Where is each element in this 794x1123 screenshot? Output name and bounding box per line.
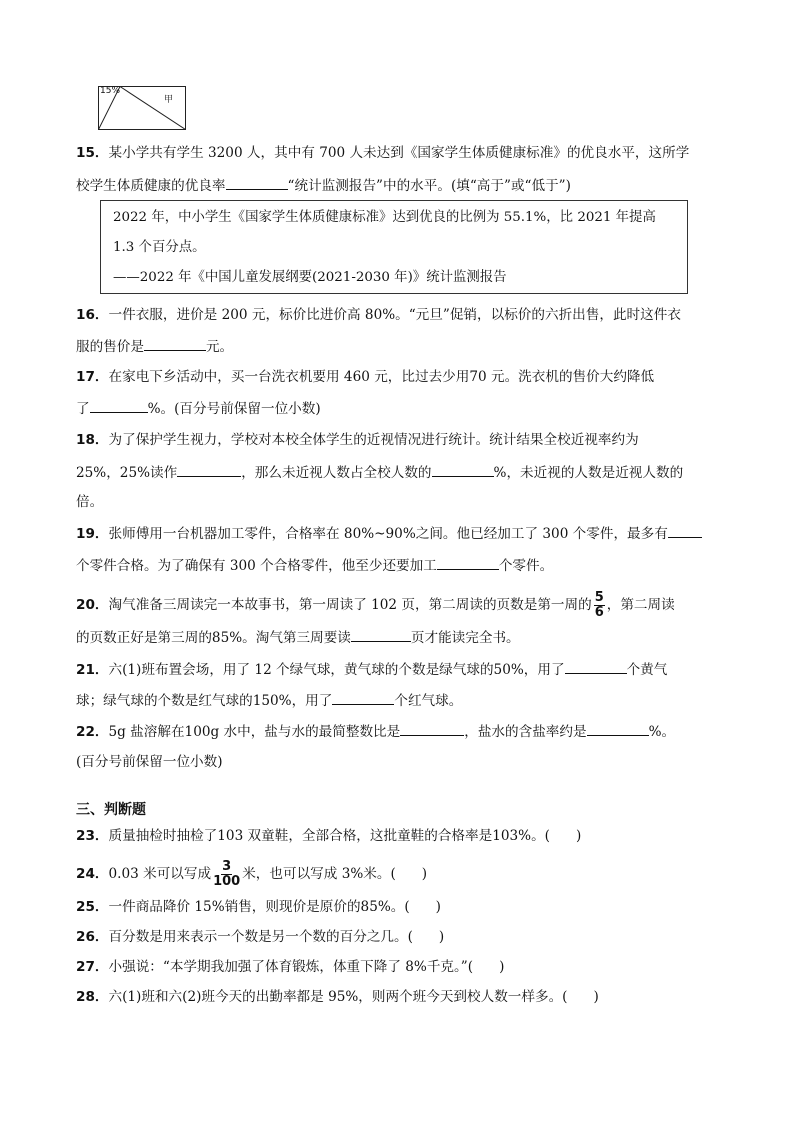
q18-line1: 18．为了保护学生视力，学校对本校全体学生的近视情况进行统计。统计结果全校近视率约为	[76, 432, 639, 448]
answer-blank[interactable]	[400, 721, 464, 736]
q20-line1: 20．淘气准备三周读完一本故事书，第一周读了 102 页，第二周读的页数是第一周的 $\frac{5}{6}$ ，第二周读	[76, 590, 675, 620]
q20-line2: 的页数正好是第三周的85%。淘气第三周要读 页才能读完全书。	[76, 627, 520, 648]
q21-line1: 21．六(1)班布置会场，用了 12 个绿气球，黄气球的个数是绿气球的50%，用了 个黄气	[76, 659, 667, 680]
answer-blank[interactable]	[177, 462, 241, 477]
q22-line1: 22．5g 盐溶解在100g 水中，盐与水的最简整数比是 ，盐水的含盐率约是 %。	[76, 721, 675, 742]
q21-number: 21．	[76, 662, 109, 678]
q17-number: 17．	[76, 369, 109, 385]
q19-number: 19．	[76, 526, 109, 542]
q22-line2: (百分号前保留一位小数)	[76, 754, 223, 770]
answer-blank[interactable]	[565, 659, 627, 674]
q23-number: 23．	[76, 828, 109, 844]
q19-line1: 19．张师傅用一台机器加工零件，合格率在 80%~90%之间。他已经加工了 300 个零件，最多有	[76, 523, 702, 544]
q26-line: 26．百分数是用来表示一个数是另一个数的百分之几。( )	[76, 929, 445, 945]
q27-line: 27．小强说：“本学期我加强了体育锻炼，体重下降了 8%千克。”( )	[76, 959, 505, 975]
quote-line1: 2022 年，中小学生《国家学生体质健康标准》达到优良的比例为 55.1%，比 2021 年提高	[113, 210, 656, 225]
fraction-five-sixths: $\frac{5}{6}$	[594, 590, 604, 620]
answer-blank[interactable]	[437, 555, 499, 570]
q17-line2: 了 %。(百分号前保留一位小数)	[76, 398, 321, 419]
q18-number: 18．	[76, 432, 109, 448]
answer-blank[interactable]	[144, 336, 206, 351]
q16-number: 16．	[76, 307, 109, 323]
q24-line: 24．0.03 米可以写成 $\frac{3}{100}$ 米，也可以写成 3%米。( )	[76, 859, 428, 889]
q17-line1: 17．在家电下乡活动中，买一台洗衣机要用 460 元，比过去少用70 元。洗衣机的售价大约降低	[76, 369, 655, 385]
answer-blank[interactable]	[432, 462, 494, 477]
q28-line: 28．六(1)班和六(2)班今天的出勤率都是 95%，则两个班今天到校人数一样多。( )	[76, 989, 599, 1005]
q28-number: 28．	[76, 989, 109, 1005]
q21-line2: 球；绿气球的个数是红气球的150%，用了 个红气球。	[76, 690, 462, 711]
answer-blank[interactable]	[351, 627, 411, 642]
q15-line1: 15．某小学共有学生 3200 人，其中有 700 人未达到《国家学生体质健康标准》的优良水平，这所学	[76, 145, 690, 161]
q25-number: 25．	[76, 899, 109, 915]
q22-number: 22．	[76, 724, 109, 740]
q26-number: 26．	[76, 929, 109, 945]
q20-number: 20．	[76, 597, 109, 613]
q23-line: 23．质量抽检时抽检了103 双童鞋，全部合格，这批童鞋的合格率是103%。( )	[76, 828, 582, 844]
q15-line2: 校学生体质健康的优良率 “统计监测报告”中的水平。(填“高于”或“低于”)	[76, 175, 571, 196]
q15-number: 15．	[76, 145, 109, 161]
answer-blank[interactable]	[587, 721, 649, 736]
answer-blank[interactable]	[226, 175, 288, 190]
q27-number: 27．	[76, 959, 109, 975]
quote-box	[100, 200, 688, 294]
answer-blank[interactable]	[332, 690, 394, 705]
answer-blank[interactable]	[90, 398, 148, 413]
q16-line1: 16．一件衣服，进价是 200 元，标价比进价高 80%。“元旦”促销，以标价的六折出售，此时这件衣	[76, 307, 681, 323]
quote-source: ——2022 年《中国儿童发展纲要(2021-2030 年)》统计监测报告	[113, 270, 507, 285]
q24-number: 24．	[76, 866, 109, 882]
figure-label-percent: 15%	[100, 86, 121, 96]
quote-line2: 1.3 个百分点。	[113, 240, 206, 255]
answer-blank[interactable]	[668, 523, 702, 538]
q16-line2: 服的售价是 元。	[76, 336, 233, 357]
q25-line: 25．一件商品降价 15%销售，则现价是原价的85%。( )	[76, 899, 441, 915]
q18-line2: 25%，25%读作 ，那么未近视人数占全校人数的 %，未近视的人数是近视人数的	[76, 462, 683, 483]
q18-line3: 倍。	[76, 494, 104, 510]
figure-label-jia: 甲	[164, 95, 174, 105]
q19-line2: 个零件合格。为了确保有 300 个合格零件，他至少还要加工 个零件。	[76, 555, 553, 576]
section-heading-judgment: 三、判断题	[76, 802, 146, 818]
fraction-three-hundredths: $\frac{3}{100}$	[213, 859, 241, 889]
rectangle-figure	[98, 86, 186, 130]
